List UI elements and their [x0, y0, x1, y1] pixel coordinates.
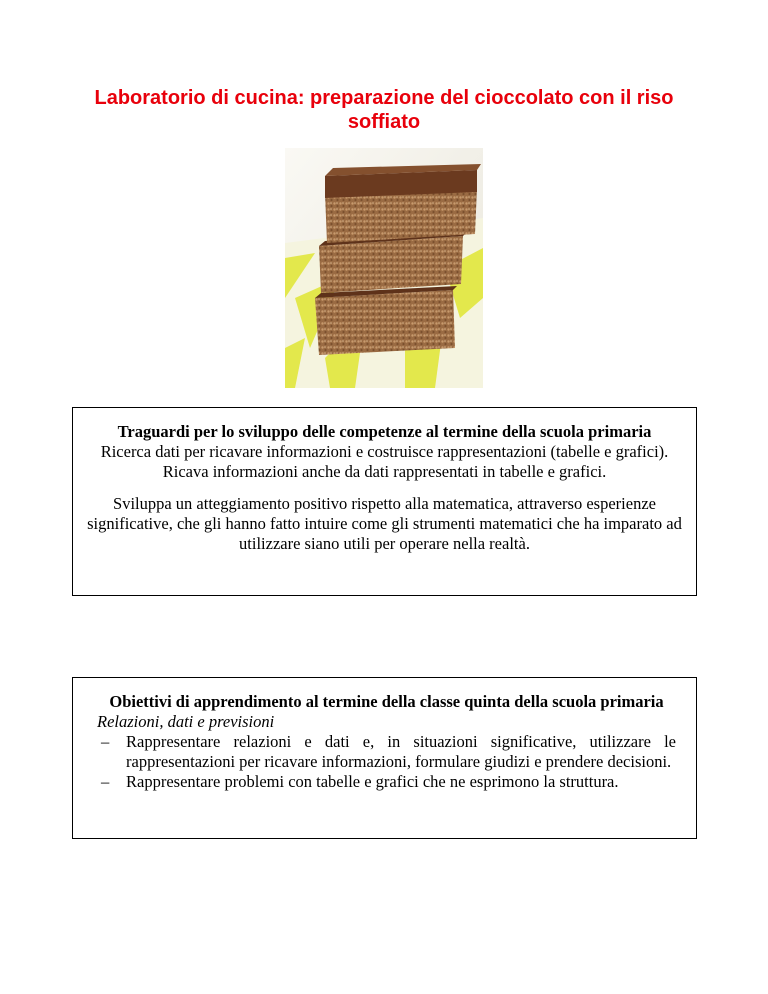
learning-objectives-subheading: Relazioni, dati e previsioni [97, 712, 275, 731]
list-item-text: Rappresentare relazioni e dati e, in situazioni significative, utilizzare le rappresentazioni per ricavare informazioni, formulare giudizi e prendere decisioni. [126, 732, 676, 771]
objectives-list [97, 732, 676, 792]
competence-goals-box [72, 407, 697, 596]
document-title: Laboratorio di cucina: preparazione del cioccolato con il riso soffiato [94, 87, 674, 133]
competence-goals-paragraph-1: Ricerca dati per ricavare informazioni e costruisce rappresentazioni (tabelle e grafici). Ricava informazioni anche da dati rappresentati in tabelle e grafici. [100, 442, 669, 481]
list-item [97, 772, 676, 792]
dash-bullet: – [101, 732, 110, 751]
chocolate-rice-bars-image [285, 148, 483, 388]
learning-objectives-heading: Obiettivi di apprendimento al termine della classe quinta della scuola primaria [109, 692, 664, 711]
learning-objectives-box [72, 677, 697, 839]
dash-bullet: – [101, 772, 110, 791]
competence-goals-paragraph-2: Sviluppa un atteggiamento positivo rispetto alla matematica, attraverso esperienze significative, che gli hanno fatto intuire come gli strumenti matematici che ha imparato ad utilizzare siano utili per operare nella realtà. [87, 494, 682, 553]
competence-goals-heading: Traguardi per lo sviluppo delle competenze al termine della scuola primaria [117, 422, 652, 441]
list-item-text: Rappresentare problemi con tabelle e grafici che ne esprimono la struttura. [126, 772, 619, 791]
list-item [97, 732, 676, 772]
